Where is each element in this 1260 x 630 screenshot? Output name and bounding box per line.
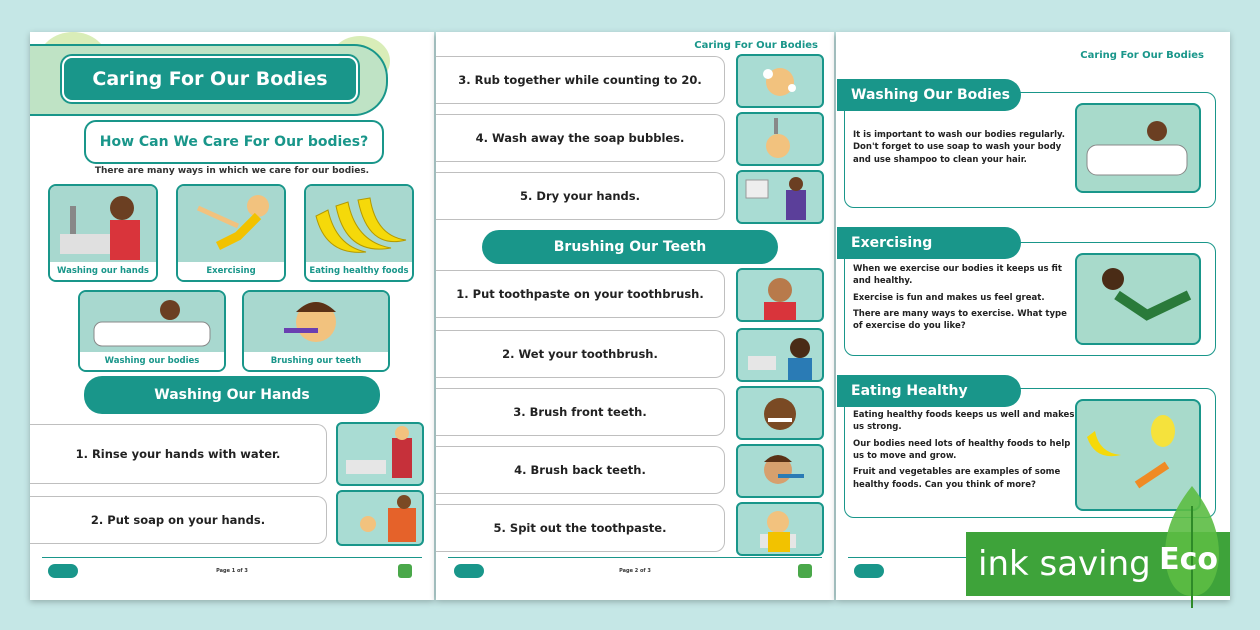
ink-saving-text: ink saving	[978, 544, 1151, 584]
teeth-step-3: 3. Brush front teeth.	[436, 388, 725, 436]
badge-logo-icon	[798, 564, 812, 578]
card-exercising	[176, 184, 286, 282]
card-eating-healthy	[304, 184, 414, 282]
paragraph: Exercise is fun and makes us feel great.	[853, 292, 1045, 303]
card-washing-hands	[48, 184, 158, 282]
toothpaste-illustration	[736, 268, 824, 322]
rub-hands-illustration	[736, 54, 824, 108]
page-footer	[448, 557, 822, 584]
brush-back-illustration	[736, 444, 824, 498]
section-heading: Washing Our Bodies	[837, 79, 1021, 111]
running-head: Caring For Our Bodies	[1080, 50, 1204, 61]
paragraph: When we exercise our bodies it keeps us fit and healthy.	[853, 264, 1062, 287]
paragraph: Our bodies need lots of healthy foods to help us to move and grow.	[853, 438, 1071, 461]
running-head: Caring For Our Bodies	[694, 40, 818, 51]
paragraph: There are many ways to exercise. What type of exercise do you like?	[853, 308, 1067, 332]
spit-illustration	[736, 502, 824, 556]
bath-illustration	[80, 292, 224, 352]
card-washing-bodies	[78, 290, 226, 372]
bananas-illustration	[306, 186, 412, 262]
rinse-hands-illustration	[336, 422, 424, 486]
exercising-illustration	[178, 186, 284, 262]
paragraph: Eating healthy foods keeps us well and makes us strong.	[853, 410, 1075, 433]
brush-front-illustration	[736, 386, 824, 440]
hand-step-4: 4. Wash away the soap bubbles.	[436, 114, 725, 162]
page-number: Page 1 of 3	[216, 568, 248, 574]
section-text	[853, 263, 1073, 337]
teeth-step-1: 1. Put toothpaste on your toothbrush.	[436, 270, 725, 318]
page-title: Caring For Our Bodies	[62, 56, 358, 102]
section-text	[853, 129, 1073, 170]
card-brushing-teeth	[242, 290, 390, 372]
teeth-step-5: 5. Spit out the toothpaste.	[436, 504, 725, 552]
page-footer	[848, 557, 968, 584]
exercising-illustration	[1075, 253, 1201, 345]
card-caption: Exercising	[178, 262, 284, 280]
rinse-soap-illustration	[736, 112, 824, 166]
brushing-teeth-illustration	[244, 292, 388, 352]
section-washing-bodies	[844, 87, 1216, 208]
page-footer	[42, 557, 422, 584]
ink-saving-eco-badge	[966, 532, 1230, 596]
section-heading: Eating Healthy	[837, 375, 1021, 407]
section-text	[853, 409, 1077, 495]
washing-hands-illustration	[50, 186, 156, 262]
eco-label: Eco	[1159, 542, 1218, 577]
intro-text: There are many ways in which we care for our bodies.	[94, 166, 370, 176]
card-caption: Washing our hands	[50, 262, 156, 280]
section-washing-hands-heading: Washing Our Hands	[84, 376, 380, 414]
page-number: Page 2 of 3	[619, 568, 651, 574]
paragraph: Fruit and vegetables are examples of some healthy foods. Can you think of more?	[853, 467, 1061, 490]
section-brushing-teeth-heading: Brushing Our Teeth	[482, 230, 778, 264]
publisher-logo-icon	[854, 564, 884, 578]
paragraph: It is important to wash our bodies regularly. Don't forget to use soap to wash your body and use shampoo to clean your hair.	[853, 130, 1065, 165]
teeth-step-4: 4. Brush back teeth.	[436, 446, 725, 494]
card-caption: Washing our bodies	[80, 352, 224, 370]
bath-illustration	[1075, 103, 1201, 193]
worksheet-page-2	[436, 32, 834, 600]
badge-logo-icon	[398, 564, 412, 578]
dry-hands-illustration	[736, 170, 824, 224]
hand-step-3: 3. Rub together while counting to 20.	[436, 56, 725, 104]
subtitle: How Can We Care For Our bodies?	[84, 120, 384, 164]
section-heading: Exercising	[837, 227, 1021, 259]
section-exercising	[844, 235, 1216, 356]
teeth-step-2: 2. Wet your toothbrush.	[436, 330, 725, 378]
worksheet-page-1	[30, 32, 434, 600]
hand-step-2: 2. Put soap on your hands.	[30, 496, 327, 544]
hand-step-5: 5. Dry your hands.	[436, 172, 725, 220]
hand-step-1: 1. Rinse your hands with water.	[30, 424, 327, 484]
wet-toothbrush-illustration	[736, 328, 824, 382]
soap-hands-illustration	[336, 490, 424, 546]
card-caption: Eating healthy foods	[306, 262, 412, 280]
card-caption: Brushing our teeth	[244, 352, 388, 370]
